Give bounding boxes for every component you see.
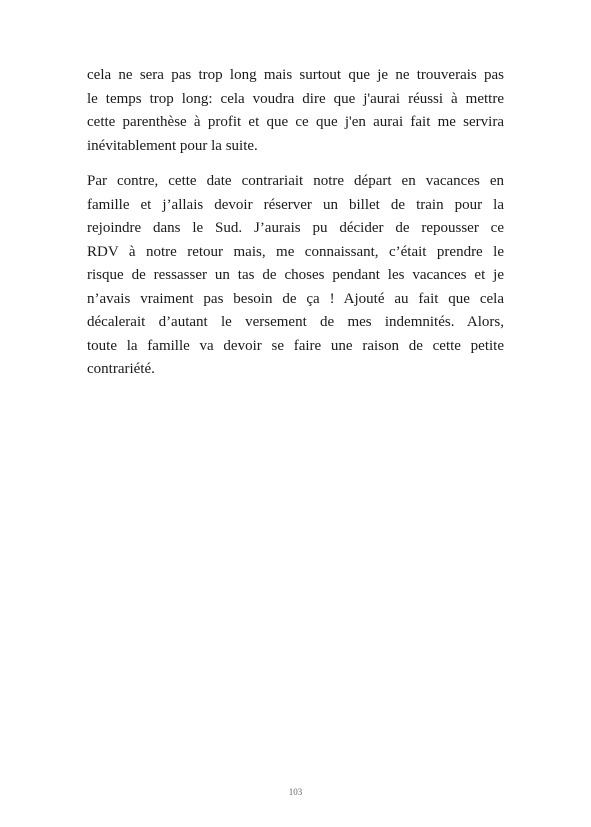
text-line: rejoindre dans le Sud. J’aurais pu décider de repousser ce [87, 220, 504, 236]
text-line: risque de ressasser un tas de choses pendant les vacances et je [87, 267, 504, 283]
text-line: contrariété. [87, 361, 155, 377]
text-line: cela ne sera pas trop long mais surtout que je ne trouverais pas [87, 67, 504, 83]
text-line: RDV à notre retour mais, me connaissant, c’était prendre le [87, 243, 504, 260]
text-line: le temps trop long: cela voudra dire que j'aurai réussi à mettre [87, 90, 504, 107]
text-line: n’avais vraiment pas besoin de ça ! Ajouté au fait que cela [87, 290, 504, 307]
page-number: 103 [288, 787, 303, 797]
text-line: inévitablement pour la suite. [87, 137, 258, 154]
text-line: Par contre, cette date contrariait notre départ en vacances en [87, 173, 504, 189]
text-line: décalerait d’autant le versement de mes indemnités. Alors, [87, 314, 504, 330]
paragraph-1 [87, 64, 504, 158]
text-line: toute la famille va devoir se faire une raison de cette petite [87, 337, 504, 354]
text-line: famille et j’allais devoir réserver un billet de train pour la [87, 196, 504, 213]
paragraph-2 [87, 170, 504, 382]
text-line: cette parenthèse à profit et que ce que j'en aurai fait me servira [87, 114, 504, 130]
